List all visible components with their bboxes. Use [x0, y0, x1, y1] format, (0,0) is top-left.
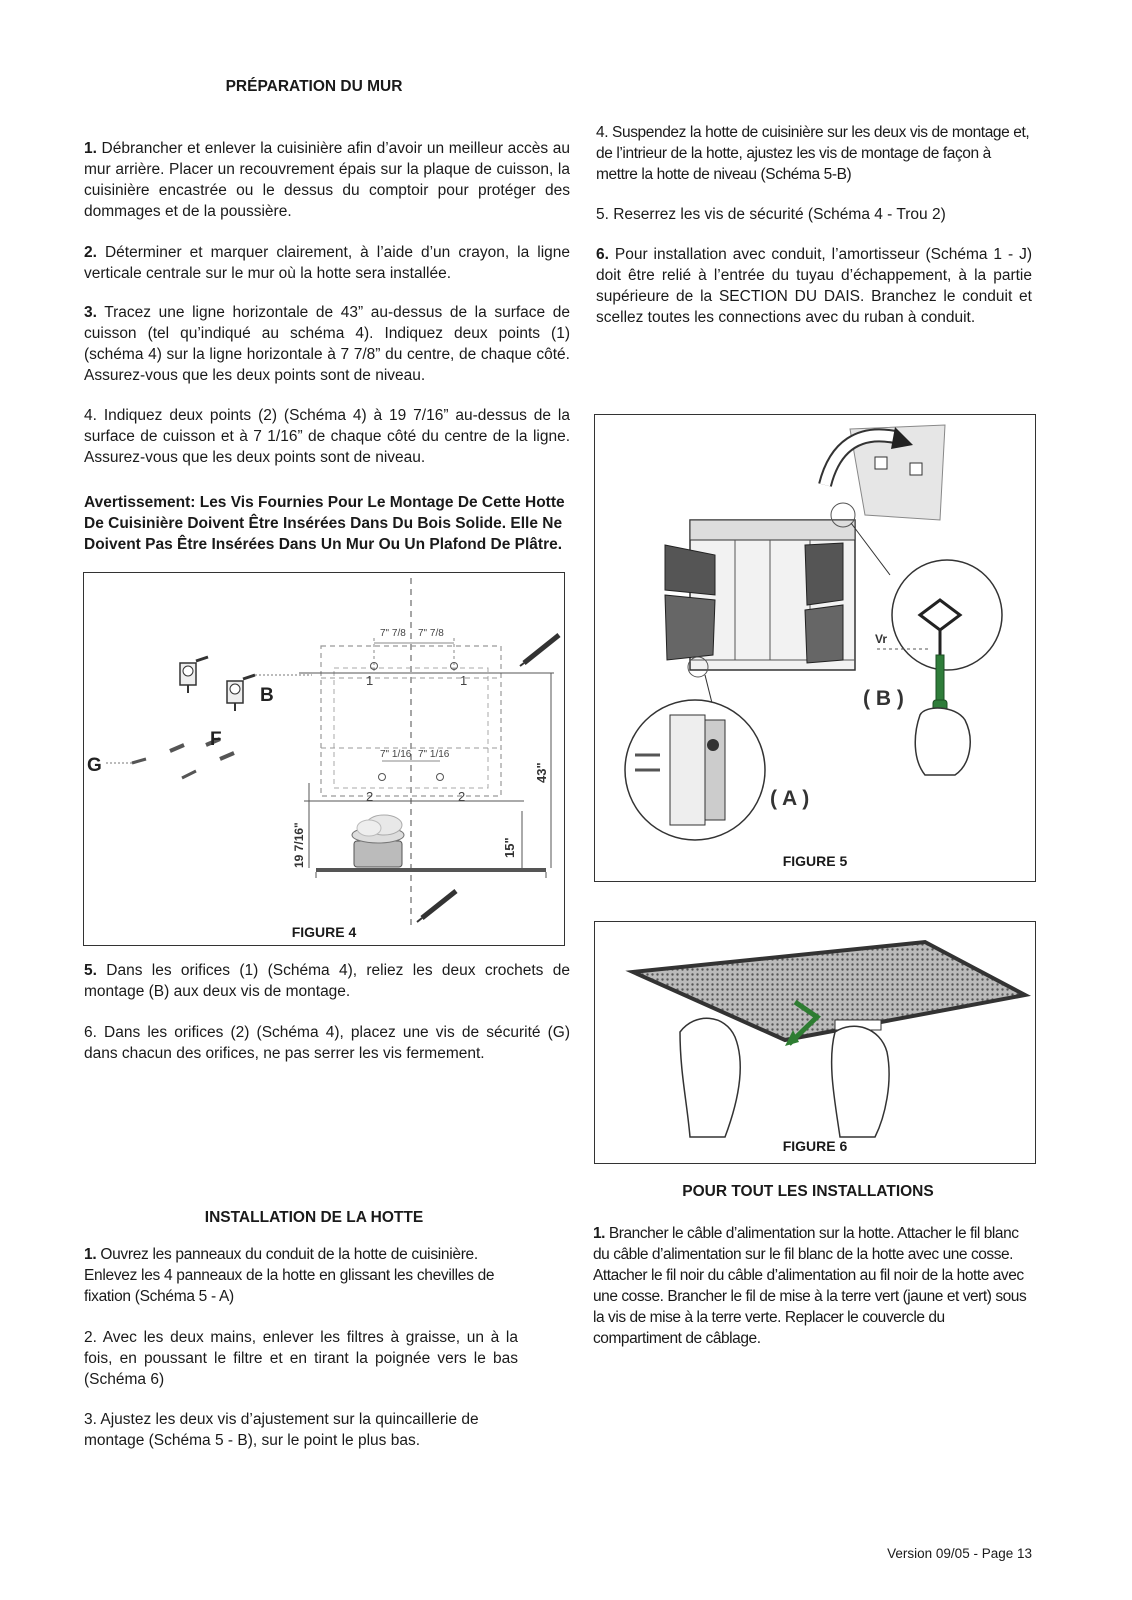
point-2-right: 2	[458, 789, 466, 804]
dim-19-7-16: 19 7/16"	[292, 822, 306, 868]
dim-43: 43"	[534, 762, 549, 783]
hand-icon-right-fig6	[832, 1026, 889, 1137]
figure-5-drawing	[595, 415, 1035, 881]
install-step-2: 2. Avec les deux mains, enlever les filtres à graisse, un à la fois, en poussant le filtre et en tirant la poignée vers le bas (Schéma 6)	[84, 1329, 518, 1388]
label-b: B	[260, 685, 274, 706]
right-step-6	[596, 244, 1032, 328]
heading-preparation: PRÉPARATION DU MUR	[225, 78, 403, 95]
dim-top-left: 7" 7/8	[380, 628, 406, 639]
step-5	[84, 960, 570, 1002]
point-2-left: 2	[366, 789, 374, 804]
label-a-fig5: ( A )	[770, 787, 810, 810]
pencil-icon-top	[520, 635, 559, 666]
figure-6-drawing	[595, 922, 1035, 1163]
right-step-5: 5. Reserrez les vis de sécurité (Schéma 4 - Trou 2)	[596, 206, 946, 223]
step-5-number: 5.	[84, 962, 97, 979]
heading-installation: INSTALLATION DE LA HOTTE	[204, 1209, 424, 1226]
all-step-1-number: 1.	[593, 1225, 606, 1242]
figure-4-drawing	[84, 573, 564, 945]
mounting-bracket-icon	[180, 657, 312, 711]
all-step-1-text: Brancher le câble d’alimentation sur la hotte. Attacher le fil blanc du câble d’alimentation sur le fil blanc de la hotte avec une cosse. Attacher le fil noir du câble d’alimentation au fil noir de la hotte avec une cosse. Brancher le fil de mise à la terre vert (jaune et vert) sous la vis de mise à la terre verte. Replacer le couvercle du compartiment de câblage.	[593, 1225, 1027, 1347]
step-2-text: Déterminer et marquer clairement, à l’aide d’un crayon, la ligne verticale centrale sur le mur où la hotte sera installée.	[84, 244, 570, 282]
label-f: F	[210, 729, 222, 750]
step-1-number: 1.	[84, 140, 97, 157]
install-step-1-number: 1.	[84, 1246, 97, 1263]
step-2-number: 2.	[84, 244, 97, 261]
step-3	[84, 302, 570, 386]
page-footer: Version 09/05 - Page 13	[887, 1546, 1032, 1561]
point-1-right: 1	[460, 673, 468, 688]
right-step-6-text: Pour installation avec conduit, l’amortisseur (Schéma 1 - J) doit être relié à l’entrée du tuyau d’échappement, à la partie supérieure de la SECTION DU DAIS. Branchez le conduit et scellez toutes les connections avec du ruban à conduit.	[596, 246, 1032, 326]
hand-icon-left	[680, 1018, 740, 1137]
install-step-1-text: Ouvrez les panneaux du conduit de la hotte de cuisinière. Enlevez les 4 panneaux de la hotte en glissant les chevilles de fixation (Schéma 5 - A)	[84, 1246, 495, 1305]
step-5-text: Dans les orifices (1) (Schéma 4), reliez les deux crochets de montage (B) aux deux vis de montage.	[84, 962, 570, 1000]
figure-4-caption: FIGURE 4	[291, 924, 357, 940]
step-2	[84, 242, 570, 284]
heading-all-installations: POUR TOUT LES INSTALLATIONS	[682, 1183, 934, 1200]
label-b-fig5: ( B )	[863, 687, 904, 710]
figure-6	[594, 921, 1036, 1164]
figure-6-caption: FIGURE 6	[782, 1138, 848, 1154]
right-step-4: 4. Suspendez la hotte de cuisinière sur les deux vis de montage et, de l’intrieur de la hotte, ajustez les vis de montage de façon à mettre la hotte de niveau (Schéma 5-B)	[596, 124, 1030, 183]
hand-icon-right	[915, 708, 970, 775]
dim-mid-right: 7" 1/16	[418, 749, 450, 760]
dim-top-right: 7" 7/8	[418, 628, 444, 639]
pencil-icon-bottom	[417, 891, 456, 922]
figure-5-caption: FIGURE 5	[782, 853, 848, 869]
right-step-6-number: 6.	[596, 246, 609, 263]
install-step-3: 3. Ajustez les deux vis d’ajustement sur la quincaillerie de montage (Schéma 5 - B), sur le point le plus bas.	[84, 1411, 479, 1449]
step-3-number: 3.	[84, 304, 97, 321]
step-1-text: Débrancher et enlever la cuisinière afin d’avoir un meilleur accès au mur arrière. Placer un recouvrement épais sur la plaque de cuisson, la cuisinière encastrée ou le dessus du comptoir pour protéger des dommages et de la poussière.	[84, 140, 570, 220]
all-step-1	[593, 1223, 1031, 1349]
step-1	[84, 138, 570, 222]
figure-5	[594, 414, 1036, 882]
install-step-1	[84, 1244, 524, 1307]
point-1-left: 1	[366, 673, 374, 688]
label-vr: Vr	[875, 632, 888, 646]
warning-text: Avertissement: Les Vis Fournies Pour Le Montage De Cette Hotte De Cuisinière Doivent Être Insérées Dans Du Bois Solide. Elle Ne Doivent Pas Être Insérées Dans Un Mur Ou Un Plafond De Plâtre.	[84, 493, 565, 553]
dim-mid-left: 7" 1/16	[380, 749, 412, 760]
step-3-text: Tracez une ligne horizontale de 43” au-dessus de la surface de cuisson (tel qu’indiqué au schéma 4). Indiquez deux points (1) (schéma 4) sur la ligne horizontale à 7 7/8” du centre, de chaque côté. Assurez-vous que les deux points sont de niveau.	[84, 304, 570, 384]
figure-4	[83, 572, 565, 946]
step-4: 4. Indiquez deux points (2) (Schéma 4) à 19 7/16” au-dessus de la surface de cuisson et à 7 1/16” de chaque côté du centre de la ligne. Assurez-vous que les deux points sont de niveau.	[84, 407, 570, 466]
step-6: 6. Dans les orifices (2) (Schéma 4), placez une vis de sécurité (G) dans chacun des orifices, ne pas serrer les vis fermement.	[84, 1024, 570, 1062]
dim-15: 15"	[502, 837, 517, 858]
label-g: G	[87, 755, 102, 776]
